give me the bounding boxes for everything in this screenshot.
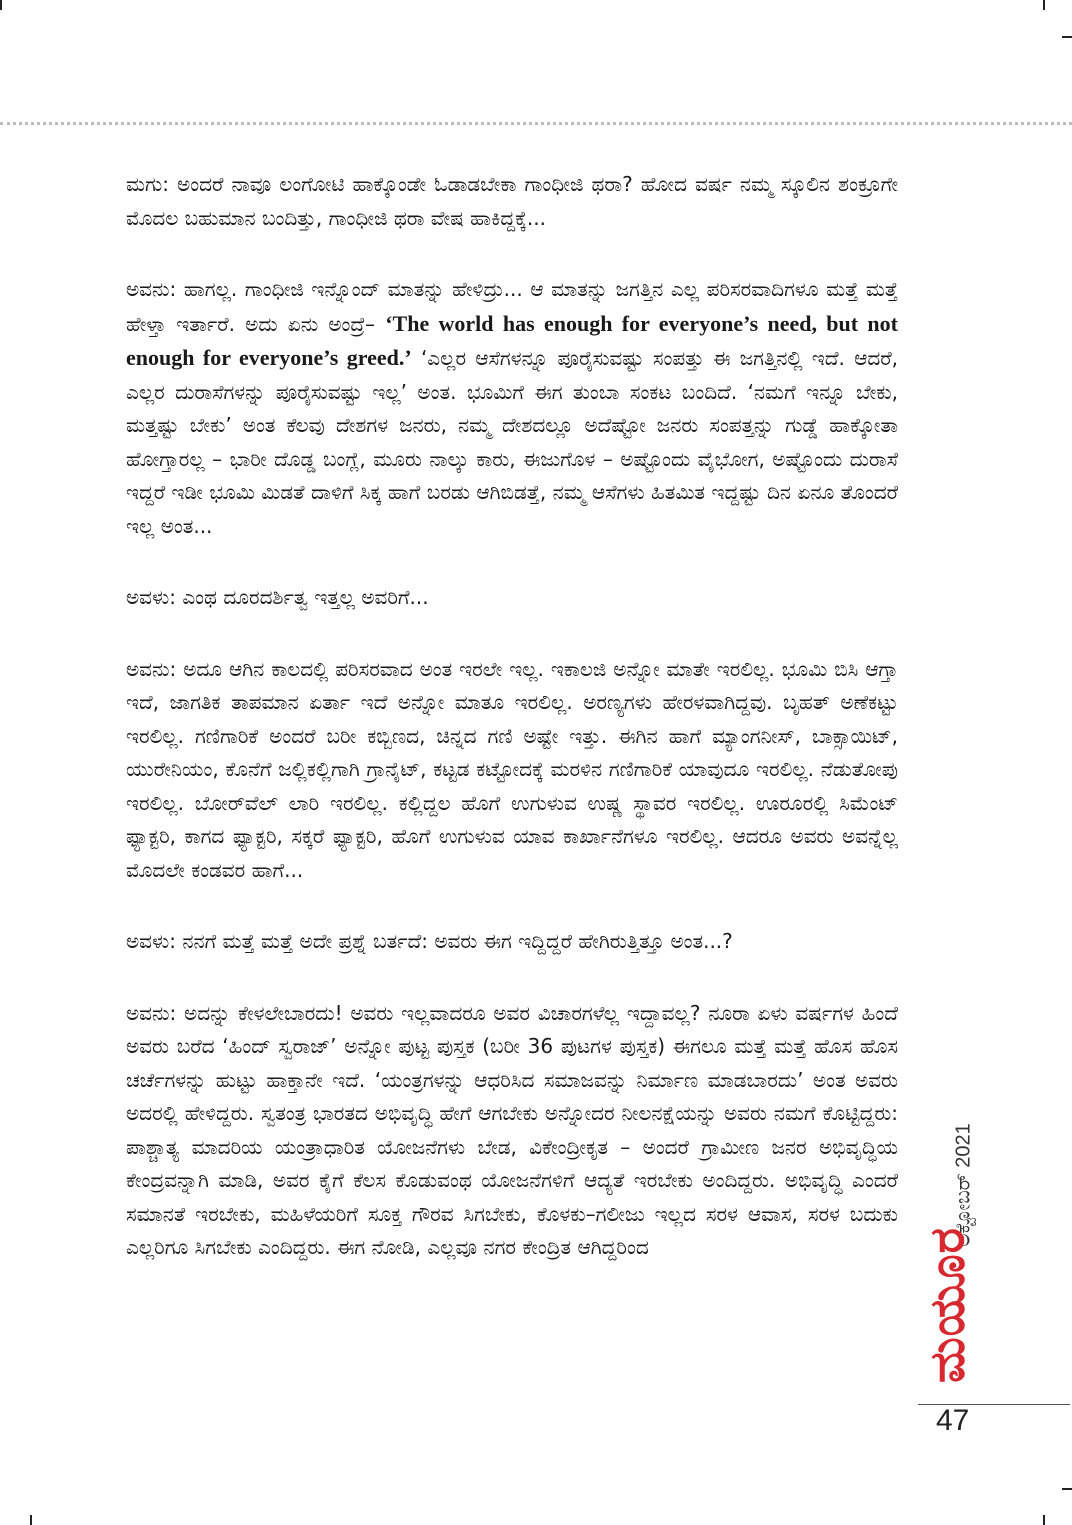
- paragraph-text-before-quote: ಅವನು: ಹಾಗಲ್ಲ. ಗಾಂಧೀಜಿ ಇನ್ನೊಂದ್ ಮಾತನ್ನು ಹೇಳಿದ್ರು... ಆ ಮಾತನ್ನು ಜಗತ್ತಿನ ಎಲ್ಲ ಪರಿಸರವಾದಿಗಳೂ ಮತ್ತೆ ಮತ್ತೆ ಹೇಳ್ತಾ ಇರ್ತಾರೆ. ಅದು ಏನು ಅಂದ್ರೆ–: [126, 277, 898, 336]
- article-body: [126, 168, 898, 1303]
- paragraph-child: ಮಗು: ಅಂದರೆ ನಾವೂ ಲಂಗೋಟಿ ಹಾಕ್ಕೊಂಡೇ ಓಡಾಡಬೇಕಾ ಗಾಂಧೀಜಿ ಥರಾ? ಹೋದ ವರ್ಷ ನಮ್ಮ ಸ್ಕೂಲಿನ ಶಂಕ್ರೂಗೇ ಮೊದಲ ಬಹುಮಾನ ಬಂದಿತ್ತು, ಗಾಂಧೀಜಿ ಥರಾ ವೇಷ ಹಾಕಿದ್ದಕ್ಕೆ...: [126, 172, 898, 230]
- page-number: 47: [936, 1404, 970, 1437]
- crop-mark-top-right: [1043, 0, 1045, 10]
- paragraph-him-ecology: ಅವನು: ಅದೂ ಆಗಿನ ಕಾಲದಲ್ಲಿ ಪರಿಸರವಾದ ಅಂತ ಇರಲೇ ಇಲ್ಲ. ಇಕಾಲಜಿ ಅನ್ನೋ ಮಾತೇ ಇರಲಿಲ್ಲ. ಭೂಮಿ ಬಿಸಿ ಆಗ್ತಾ ಇದೆ, ಜಾಗತಿಕ ತಾಪಮಾನ ಏರ್ತಾ ಇದೆ ಅನ್ನೋ ಮಾತೂ ಇರಲಿಲ್ಲ. ಅರಣ್ಯಗಳು ಹೇರಳವಾಗಿದ್ದವು. ಬೃಹತ್ ಅಣೆಕಟ್ಟು ಇರಲಿಲ್ಲ. ಗಣಿಗಾರಿಕೆ ಅಂದರೆ ಬರೀ ಕಬ್ಬಿಣದ, ಚಿನ್ನದ ಗಣಿ ಅಷ್ಟೇ ಇತ್ತು. ಈಗಿನ ಹಾಗೆ ಮ್ಯಾಂಗನೀಸ್, ಬಾಕ್ಸಾಯಿಟ್, ಯುರೇನಿಯಂ, ಕೊನೆಗೆ ಜಲ್ಲಿಕಲ್ಲಿಗಾಗಿ ಗ್ರಾನೈಟ್, ಕಟ್ಟಡ ಕಟ್ಟೋದಕ್ಕೆ ಮರಳಿನ ಗಣಿಗಾರಿಕೆ ಯಾವುದೂ ಇರಲಿಲ್ಲ. ನೆಡುತೋಪು ಇರಲಿಲ್ಲ. ಬೋರ್‌ವೆಲ್ ಲಾರಿ ಇರಲಿಲ್ಲ. ಕಲ್ಲಿದ್ದಲ ಹೊಗೆ ಉಗುಳುವ ಉಷ್ಣ ಸ್ಥಾವರ ಇರಲಿಲ್ಲ. ಊರೂರಲ್ಲಿ ಸಿಮೆಂಟ್ ಫ್ಯಾಕ್ಟರಿ, ಕಾಗದ ಫ್ಯಾಕ್ಟರಿ, ಸಕ್ಕರೆ ಫ್ಯಾಕ್ಟರಿ, ಹೊಗೆ ಉಗುಳುವ ಯಾವ ಕಾರ್ಖಾನೆಗಳೂ ಇರಲಿಲ್ಲ. ಆದರೂ ಅವರು ಅವನ್ನೆಲ್ಲ ಮೊದಲೇ ಕಂಡವರ ಹಾಗೆ...: [126, 656, 898, 882]
- crop-mark-right-bottom: [1062, 1488, 1072, 1490]
- issue-date: ಅಕ್ಟೋಬರ್ 2021: [952, 1123, 975, 1247]
- paragraph-him-quote: [126, 273, 898, 543]
- crop-mark-bottom-left: [30, 1515, 32, 1525]
- english-quote: ‘The world has enough for everyone’s need, but not enough for everyone’s greed.’: [126, 310, 898, 370]
- paragraph-him-hind-swaraj: ಅವನು: ಅದನ್ನು ಕೇಳಲೇಬಾರದು! ಅವರು ಇಲ್ಲವಾದರೂ ಅವರ ವಿಚಾರಗಳೆಲ್ಲ ಇದ್ದಾವಲ್ಲ? ನೂರಾ ಏಳು ವರ್ಷಗಳ ಹಿಂದೆ ಅವರು ಬರೆದ ‘ಹಿಂದ್ ಸ್ವರಾಜ್’ ಅನ್ನೋ ಪುಟ್ಟ ಪುಸ್ತಕ (ಬರೀ 36 ಪುಟಗಳ ಪುಸ್ತಕ) ಈಗಲೂ ಮತ್ತೆ ಮತ್ತೆ ಹೊಸ ಹೊಸ ಚರ್ಚೆಗಳನ್ನು ಹುಟ್ಟು ಹಾಕ್ತಾನೇ ಇದೆ. ‘ಯಂತ್ರಗಳನ್ನು ಆಧರಿಸಿದ ಸಮಾಜವನ್ನು ನಿರ್ಮಾಣ ಮಾಡಬಾರದು’ ಅಂತ ಅವರು ಅದರಲ್ಲಿ ಹೇಳಿದ್ದರು. ಸ್ವತಂತ್ರ ಭಾರತದ ಅಭಿವೃದ್ಧಿ ಹೇಗೆ ಆಗಬೇಕು ಅನ್ನೋದರ ನೀಲನಕ್ಷೆಯನ್ನು ಅವರು ನಮಗೆ ಕೊಟ್ಟಿದ್ದರು: ಪಾಶ್ಚಾತ್ಯ ಮಾದರಿಯ ಯಂತ್ರಾಧಾರಿತ ಯೋಜನೆಗಳು ಬೇಡ, ವಿಕೇಂದ್ರೀಕೃತ – ಅಂದರೆ ಗ್ರಾಮೀಣ ಜನರ ಅಭಿವೃದ್ಧಿಯ ಕೇಂದ್ರವನ್ನಾಗಿ ಮಾಡಿ, ಅವರ ಕೈಗೆ ಕೆಲಸ ಕೊಡುವಂಥ ಯೋಜನೆಗಳಿಗೆ ಆದ್ಯತೆ ಇರಬೇಕು ಅಂದಿದ್ದರು. ಅಭಿವೃದ್ಧಿ ಎಂದರೆ ಸಮಾನತೆ ಇರಬೇಕು, ಮಹಿಳೆಯರಿಗೆ ಸೂಕ್ತ ಗೌರವ ಸಿಗಬೇಕು, ಕೊಳಕು–ಗಲೀಜು ಇಲ್ಲದ ಸರಳ ಆವಾಸ, ಸರಳ ಬದುಕು ಎಲ್ಲರಿಗೂ ಸಿಗಬೇಕು ಎಂದಿದ್ದರು. ಈಗ ನೋಡಿ, ಎಲ್ಲವೂ ನಗರ ಕೇಂದ್ರಿತ ಆಗಿದ್ದರಿಂದ: [126, 1000, 898, 1259]
- paragraph-her-question: ಅವಳು: ನನಗೆ ಮತ್ತೆ ಮತ್ತೆ ಅದೇ ಪ್ರಶ್ನೆ ಬರ್ತದೆ: ಅವರು ಈಗ ಇದ್ದಿದ್ದರೆ ಹೇಗಿರುತ್ತಿತ್ತೂ ಅಂತ...?: [126, 929, 733, 953]
- magazine-logo: ಮಯೂರ: [919, 1226, 976, 1384]
- paragraph-text-after-quote: ‘ಎಲ್ಲರ ಆಸೆಗಳನ್ನೂ ಪೂರೈಸುವಷ್ಟು ಸಂಪತ್ತು ಈ ಜಗತ್ತಿನಲ್ಲಿ ಇದೆ. ಆದರೆ, ಎಲ್ಲರ ದುರಾಸೆಗಳನ್ನು ಪೂರೈಸುವಷ್ಟು ಇಲ್ಲ’ ಅಂತ. ಭೂಮಿಗೆ ಈಗ ತುಂಬಾ ಸಂಕಟ ಬಂದಿದೆ. ‘ನಮಗೆ ಇನ್ನೂ ಬೇಕು, ಮತ್ತಷ್ಟು ಬೇಕು’ ಅಂತ ಕೆಲವು ದೇಶಗಳ ಜನರು, ನಮ್ಮ ದೇಶದಲ್ಲೂ ಅದೆಷ್ಟೋ ಜನರು ಸಂಪತ್ತನ್ನು ಗುಡ್ಡೆ ಹಾಕ್ಕೋತಾ ಹೋಗ್ತಾರಲ್ಲ – ಭಾರೀ ದೊಡ್ಡ ಬಂಗ್ಲೆ, ಮೂರು ನಾಲ್ಕು ಕಾರು, ಈಜುಗೊಳ – ಅಷ್ಟೊಂದು ವೈಭೋಗ, ಅಷ್ಟೊಂದು ದುರಾಸೆ ಇದ್ದರೆ ಇಡೀ ಭೂಮಿ ಮಿಡತೆ ದಾಳಿಗೆ ಸಿಕ್ಕ ಹಾಗೆ ಬರಡು ಆಗಿಬಿಡತ್ತೆ, ನಮ್ಮ ಆಸೆಗಳು ಹಿತಮಿತ ಇದ್ದಷ್ಟು ದಿನ ಏನೂ ತೊಂದರೆ ಇಲ್ಲ ಅಂತ...: [126, 346, 898, 538]
- crop-mark-top-left: [0, 0, 2, 10]
- crop-mark-right-top: [1062, 36, 1072, 38]
- header-dotted-rule: [0, 122, 1072, 125]
- magazine-sidebar: [918, 1075, 984, 1395]
- paragraph-her-foresight: ಅವಳು: ಎಂಥ ದೂರದರ್ಶಿತ್ವ ಇತ್ತಲ್ಲ ಅವರಿಗೆ...: [126, 585, 429, 609]
- crop-mark-bottom-right: [1043, 1515, 1045, 1525]
